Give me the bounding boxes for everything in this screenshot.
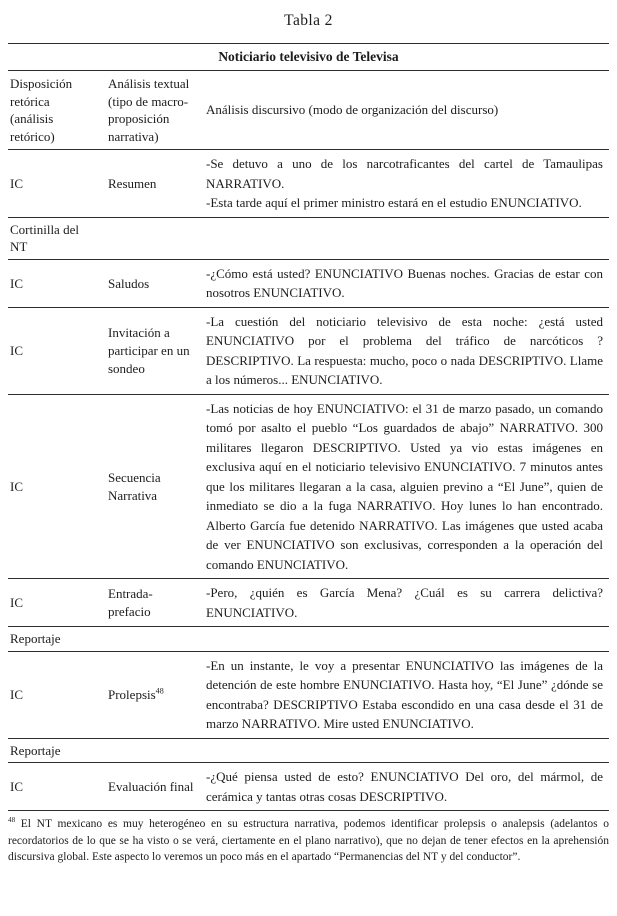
discursivo-line: -Esta tarde aquí el primer ministro estará en el estudio ENUNCIATIVO. bbox=[206, 195, 582, 211]
table-caption-row bbox=[8, 44, 609, 71]
footnote bbox=[8, 816, 609, 865]
section-cell bbox=[8, 627, 609, 652]
footnote-text: El NT mexicano es muy heterogéneo en su estructura narrativa, podemos identificar prolepsis o analepsis (adelantos o recordatorios de lo que se ha visto o se verá, ciertamente en el plano narrativo), que no dejan de tener efectos en la aprehensión discursiva global. Este aspecto lo veremos un poco más en el apartado “Permanencias del NT y del conductor”. bbox=[8, 818, 609, 864]
table-caption: Noticiario televisivo de Televisa bbox=[218, 49, 399, 64]
cell-analisis-discursivo: -Las noticias de hoy ENUNCIATIVO: el 31 de marzo pasado, un comando tomó por asalto el pueblo “Los guardados de abajo” NARRATIVO. 300 militares llegaron DESCRIPTIVO. Usted ya vio estas imágenes en exclusiva aquí en el noticiario televisivo ENUNCIATIVO. 7 minutos antes que los militares llegaran a la casa, alguien previno a “El June”, quien de inmediato se dio a la fuga NARRATIVO. Hoy lunes lo han encontrado. Alberto García fue detenido NARRATIVO. Las imágenes que usted acaba de ver ENUNCIATIVO son exclusivas, corresponden a la operación del comando ENUNCIATIVO. bbox=[206, 400, 603, 572]
page-title: Tabla 2 bbox=[284, 12, 333, 29]
section-row-reportaje-1 bbox=[8, 627, 609, 652]
cell-analisis-discursivo: -¿Qué piensa usted de esto? ENUNCIATIVO Del oro, del mármol, de cerámica y tantas otras cosas DESCRIPTIVO. bbox=[206, 769, 603, 804]
cell-disposicion: IC bbox=[10, 175, 23, 191]
column-header-analisis-textual: Análisis textual (tipo de macro-proposición narrativa) bbox=[108, 76, 190, 144]
cell-analisis-textual: Entrada-prefacio bbox=[108, 586, 153, 619]
cell-analisis-discursivo bbox=[202, 150, 609, 218]
section-label: Cortinilla del NT bbox=[10, 221, 79, 255]
cell-disposicion: IC bbox=[10, 687, 23, 703]
footnote-reference: 48 bbox=[155, 686, 164, 696]
table-row-invitacion bbox=[8, 307, 609, 394]
table-header-row bbox=[8, 71, 609, 150]
cell-analisis-textual: Resumen bbox=[108, 175, 157, 191]
analysis-table bbox=[8, 43, 609, 811]
footnote-marker: 48 bbox=[8, 816, 16, 825]
table-row-prolepsis bbox=[8, 651, 609, 738]
table-row-evaluacion-final bbox=[8, 763, 609, 811]
cell-disposicion: IC bbox=[10, 478, 23, 494]
cell-disposicion: IC bbox=[10, 779, 23, 795]
cell-disposicion: IC bbox=[10, 343, 23, 358]
table-row-secuencia-narrativa bbox=[8, 394, 609, 579]
table-row-saludos bbox=[8, 259, 609, 307]
cell-analisis-textual: Secuencia Narrativa bbox=[108, 469, 161, 503]
section-row-cortinilla bbox=[8, 217, 609, 259]
column-header-analisis-discursivo: Análisis discursivo (modo de organización del discurso) bbox=[206, 102, 499, 118]
section-row-reportaje-2 bbox=[8, 738, 609, 763]
section-label: Reportaje bbox=[10, 742, 61, 758]
cell-analisis-discursivo: -Pero, ¿quién es García Mena? ¿Cuál es su carrera delictiva? ENUNCIATIVO. bbox=[206, 585, 603, 620]
section-label: Reportaje bbox=[10, 631, 61, 647]
section-cell bbox=[8, 738, 609, 763]
cell-disposicion: IC bbox=[10, 595, 23, 610]
cell-analisis-textual: Saludos bbox=[108, 275, 150, 291]
cell-disposicion: IC bbox=[10, 275, 23, 291]
section-cell bbox=[8, 217, 609, 259]
column-header-disposicion-retorica: Disposición retórica (análisis retórico) bbox=[10, 76, 73, 144]
table-row-entrada-prefacio bbox=[8, 579, 609, 627]
cell-analisis-discursivo: -En un instante, le voy a presentar ENUNCIATIVO las imágenes de la detención de este hombre ENUNCIATIVO. Hasta hoy, “El June” ¿dónde se encontraba? DESCRIPTIVO Estaba escondido en una casa desde el 31 de marzo NARRATIVO. Mire usted ENUNCIATIVO. bbox=[206, 657, 603, 732]
cell-analisis-textual: Invitación a participar en un sondeo bbox=[108, 325, 190, 376]
prolepsis-label: Prolepsis bbox=[108, 687, 156, 703]
cell-analisis-discursivo: -La cuestión del noticiario televisivo de esta noche: ¿está usted ENUNCIATIVO por el problema del tráfico de narcóticos ? DESCRIPTIVO. La respuesta: mucho, poco o nada DESCRIPTIVO. Llame a los números... ENUNCIATIVO. bbox=[206, 313, 603, 388]
table-row-resumen bbox=[8, 150, 609, 218]
cell-analisis-textual bbox=[100, 651, 202, 738]
cell-analisis-textual: Evaluación final bbox=[108, 779, 194, 795]
discursivo-line: -Se detuvo a uno de los narcotraficantes del cartel de Tamaulipas NARRATIVO. bbox=[206, 156, 603, 191]
cell-analisis-discursivo: -¿Cómo está usted? ENUNCIATIVO Buenas noches. Gracias de estar con nosotros ENUNCIATIVO. bbox=[206, 265, 603, 301]
